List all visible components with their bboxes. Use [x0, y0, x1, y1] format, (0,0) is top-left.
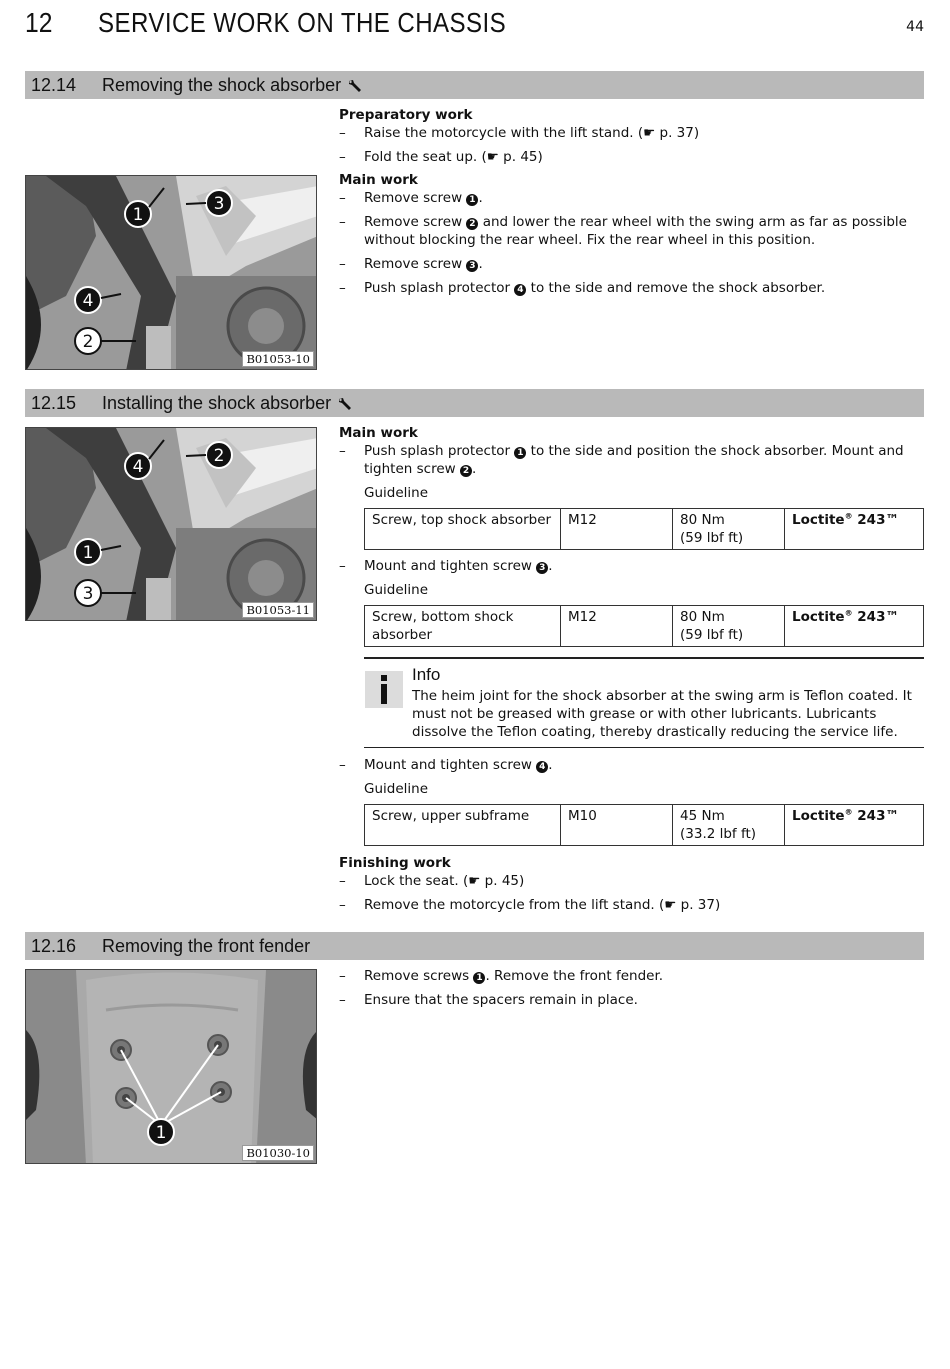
wrench-icon [347, 77, 363, 97]
callout-4: 4 [132, 457, 144, 477]
section-title-text: Removing the shock absorber [102, 75, 342, 95]
page-number: 44 [906, 19, 924, 35]
list-item: – Mount and tighten screw 4 . [339, 757, 553, 773]
torque-table [364, 508, 924, 550]
table-row: Screw, upper subframe M10 45 Nm (33.2 lbf ft) Loctite® 243™ [365, 805, 924, 846]
callout-marker: 1 [514, 447, 526, 459]
section-header-12-14 [25, 71, 924, 99]
torque-table [364, 605, 924, 647]
table-row: Screw, bottom shock absorber M12 80 Nm (59 lbf ft) Loctite® 243™ [365, 606, 924, 647]
list-item: – Fold the seat up. (☛ p. 45) [339, 149, 543, 165]
finishing-work-heading: Finishing work [339, 855, 451, 871]
callout-marker: 2 [460, 465, 472, 477]
image-code: B01030-10 [242, 1145, 314, 1161]
callout-marker: 3 [536, 562, 548, 574]
preparatory-work-heading: Preparatory work [339, 107, 473, 123]
image-code: B01053-10 [242, 351, 314, 367]
list-item: – Push splash protector 1 to the side and position the shock absorber. Mount and tighten screw 2 . [339, 443, 904, 477]
section-header-12-15 [25, 389, 924, 417]
list-item: – Push splash protector 4 to the side and remove the shock absorber. [339, 280, 826, 296]
image-code: B01053-11 [242, 602, 314, 618]
callout-2: 2 [82, 332, 94, 352]
info-icon [365, 671, 403, 708]
section-12-14-content [339, 106, 924, 297]
section-12-15-content [339, 424, 924, 914]
main-work-heading: Main work [339, 172, 418, 188]
callout-marker: 3 [466, 260, 478, 272]
callout-marker: 4 [514, 284, 526, 296]
callout-1: 1 [82, 543, 94, 563]
list-item: – Lock the seat. (☛ p. 45) [339, 873, 525, 889]
callout-marker: 4 [536, 761, 548, 773]
callout-1: 1 [155, 1123, 167, 1143]
list-item: – Raise the motorcycle with the lift stand. (☛ p. 37) [339, 125, 700, 141]
callout-marker: 2 [466, 218, 478, 230]
photo-shock-install [25, 427, 317, 621]
guideline-label: Guideline [364, 582, 429, 598]
info-box [364, 657, 924, 748]
photo-front-fender [25, 969, 317, 1164]
list-item: – Remove screw 2 and lower the rear wheel with the swing arm as far as possible without blocking the rear wheel. Fix the rear wheel in this position. [339, 214, 907, 248]
callout-3: 3 [82, 584, 94, 604]
callout-4: 4 [82, 291, 94, 311]
callout-2: 2 [213, 446, 225, 466]
callout-marker: 1 [466, 194, 478, 206]
guideline-label: Guideline [364, 781, 429, 797]
list-item: – Remove screws 1 . Remove the front fender. [339, 968, 664, 984]
section-header-12-16 [25, 932, 924, 960]
list-item: – Mount and tighten screw 3 . [339, 558, 553, 574]
list-item: – Remove screw 3 . [339, 256, 483, 272]
section-12-16-content [339, 967, 924, 1009]
section-number: 12.14 [31, 75, 77, 95]
callout-1: 1 [132, 205, 144, 225]
info-text: The heim joint for the shock absorber at the swing arm is Teflon coated. It must not be greased with grease or with other lubricants. Lubricants dissolve the Teflon coating, thereby drastically reducing the service life. [412, 688, 912, 740]
photo-shock-removal [25, 175, 317, 370]
callout-marker: 1 [473, 972, 485, 984]
list-item: – Remove screw 1 . [339, 190, 483, 206]
chapter-title: SERVICE WORK ON THE CHASSIS [98, 7, 507, 38]
main-work-heading: Main work [339, 425, 418, 441]
section-title [102, 75, 363, 97]
list-item: – Ensure that the spacers remain in place. [339, 992, 638, 1008]
info-title: Info [412, 665, 441, 684]
section-title: Removing the front fender [102, 936, 311, 956]
list-item: – Remove the motorcycle from the lift stand. (☛ p. 37) [339, 897, 721, 913]
callout-3: 3 [213, 194, 225, 214]
guideline-label: Guideline [364, 485, 429, 501]
wrench-icon [337, 395, 353, 415]
section-title-text: Installing the shock absorber [102, 393, 332, 413]
section-number: 12.15 [31, 393, 77, 413]
chapter-number: 12 [25, 7, 53, 38]
torque-table [364, 804, 924, 846]
section-title [102, 393, 353, 415]
section-number: 12.16 [31, 936, 77, 956]
table-row: Screw, top shock absorber M12 80 Nm (59 lbf ft) Loctite® 243™ [365, 509, 924, 550]
